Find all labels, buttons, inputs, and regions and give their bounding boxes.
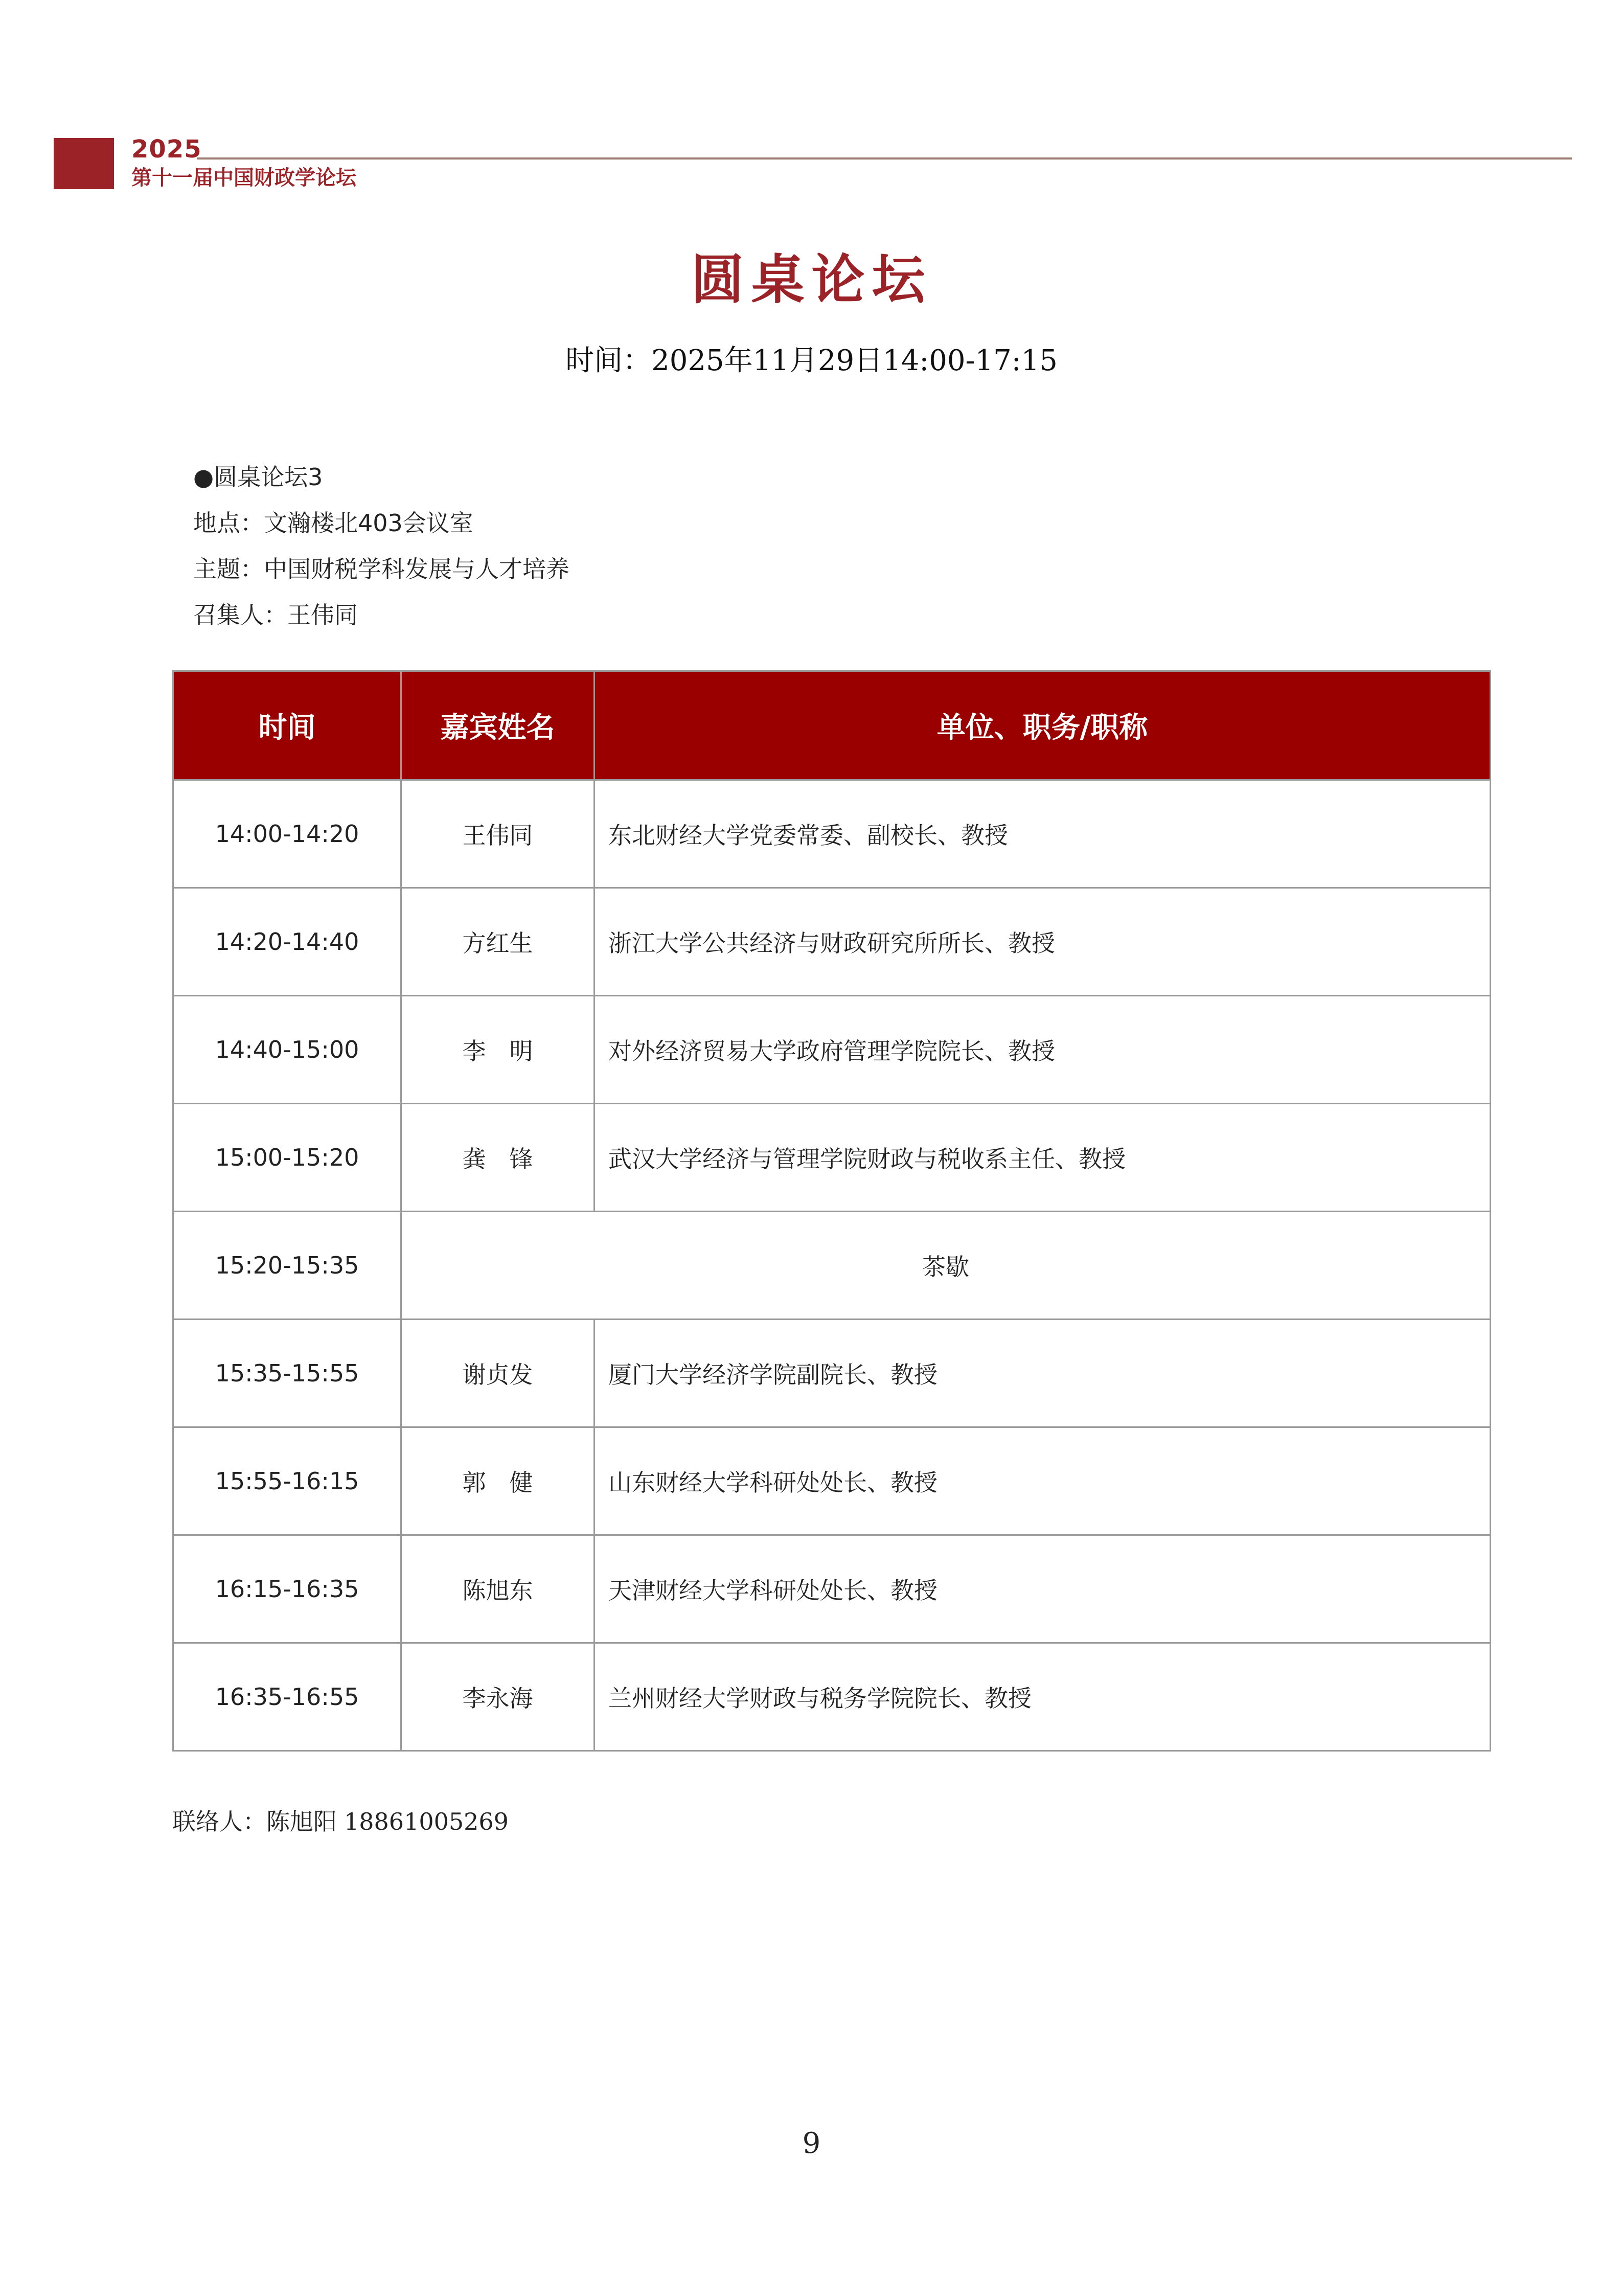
row-name: 陈旭东 — [401, 1535, 595, 1643]
row-time: 14:40-15:00 — [173, 996, 401, 1104]
session-name: ●圆桌论坛3 — [193, 463, 323, 491]
row-unit: 对外经济贸易大学政府管理学院院长、教授 — [595, 996, 1491, 1104]
row-unit: 武汉大学经济与管理学院财政与税收系主任、教授 — [595, 1104, 1491, 1212]
row-name: 谢贞发 — [401, 1320, 595, 1427]
table-row — [173, 1320, 1491, 1427]
contact-phone: 18861005269 — [344, 1808, 509, 1835]
row-name: 龚 锋 — [401, 1104, 595, 1212]
table-row-break — [173, 1212, 1491, 1320]
row-unit: 东北财经大学党委常委、副校长、教授 — [595, 780, 1491, 888]
row-unit: 浙江大学公共经济与财政研究所所长、教授 — [595, 888, 1491, 996]
tea-break: 茶歇 — [401, 1212, 1491, 1320]
header-unit: 单位、职务/职称 — [595, 671, 1491, 780]
header-forum-name: 第十一届中国财政学论坛 — [131, 166, 356, 190]
header-color-block — [54, 138, 114, 189]
row-name: 李 明 — [401, 996, 595, 1104]
header-rule — [197, 157, 1572, 160]
contact-line — [172, 1810, 509, 1833]
header-time: 时间 — [173, 671, 401, 780]
contact-label: 联络人：陈旭阳 — [172, 1808, 337, 1835]
schedule-table — [172, 670, 1491, 1752]
row-name: 王伟同 — [401, 780, 595, 888]
row-unit: 天津财经大学科研处处长、教授 — [595, 1535, 1491, 1643]
row-unit: 兰州财经大学财政与税务学院院长、教授 — [595, 1643, 1491, 1751]
header-year: 2025 — [131, 135, 202, 164]
session-convener: 召集人：王伟同 — [193, 601, 358, 629]
row-time: 15:35-15:55 — [173, 1320, 401, 1427]
session-topic: 主题：中国财税学科发展与人才培养 — [193, 555, 569, 583]
page-title: 圆桌论坛 — [691, 248, 932, 311]
row-time: 14:00-14:20 — [173, 780, 401, 888]
table-row — [173, 1535, 1491, 1643]
table-row — [173, 1427, 1491, 1535]
row-time: 15:20-15:35 — [173, 1212, 401, 1320]
session-location: 地点：文瀚楼北403会议室 — [193, 509, 473, 537]
table-row — [173, 1104, 1491, 1212]
row-time: 15:55-16:15 — [173, 1427, 401, 1535]
table-row — [173, 996, 1491, 1104]
row-unit: 山东财经大学科研处处长、教授 — [595, 1427, 1491, 1535]
table-row — [173, 780, 1491, 888]
row-name: 方红生 — [401, 888, 595, 996]
time-line: 时间：2025年11月29日14:00-17:15 — [565, 344, 1058, 377]
row-name: 李永海 — [401, 1643, 595, 1751]
row-name: 郭 健 — [401, 1427, 595, 1535]
row-time: 16:35-16:55 — [173, 1643, 401, 1751]
table-header-row — [173, 671, 1491, 780]
row-time: 15:00-15:20 — [173, 1104, 401, 1212]
page-number: 9 — [802, 2127, 821, 2160]
row-time: 14:20-14:40 — [173, 888, 401, 996]
row-time: 16:15-16:35 — [173, 1535, 401, 1643]
header-name: 嘉宾姓名 — [401, 671, 595, 780]
table-row — [173, 888, 1491, 996]
table-row — [173, 1643, 1491, 1751]
row-unit: 厦门大学经济学院副院长、教授 — [595, 1320, 1491, 1427]
